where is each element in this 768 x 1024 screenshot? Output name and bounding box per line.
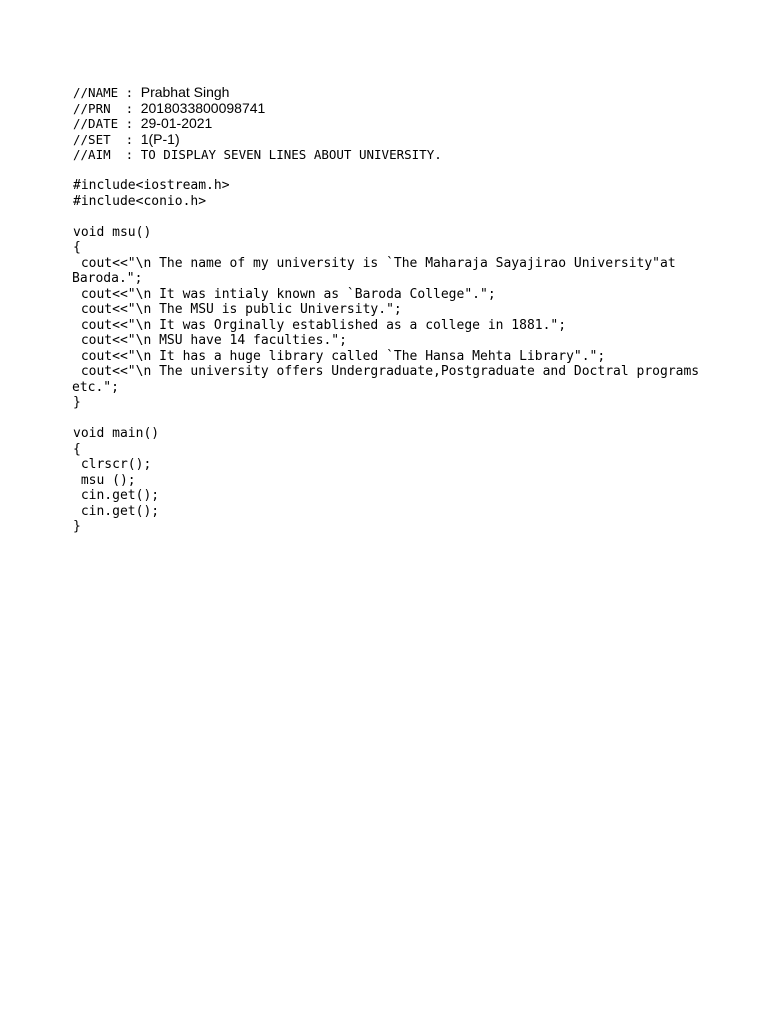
code-statement: cout<<"\n It has a huge library called `The Hansa Mehta Library"."; xyxy=(73,348,606,364)
msu-close-brace: } xyxy=(73,395,81,410)
blank-line xyxy=(73,411,713,427)
header-aim-line xyxy=(73,147,713,163)
code-statement: cin.get(); xyxy=(73,488,160,503)
code-statement: cout<<"\n It was Orginally established as a college in 1881."; xyxy=(73,317,567,333)
code-statement: msu (); xyxy=(73,472,136,488)
code-statement: cin.get(); xyxy=(73,503,160,519)
header-date-line xyxy=(73,116,713,132)
code-statement: cout<<"\n MSU have 14 faculties."; xyxy=(73,333,347,348)
code-statement: clrscr(); xyxy=(73,457,152,472)
code-statement-continuation: etc."; xyxy=(72,379,119,395)
msu-function-signature: void msu() xyxy=(73,224,152,240)
main-open-brace: { xyxy=(73,441,81,457)
include-line: #include<conio.h> xyxy=(73,193,207,209)
date-value: 29-01-2021 xyxy=(140,115,213,131)
set-value: 1(P-1) xyxy=(140,130,180,147)
code-statement-continuation: Baroda."; xyxy=(72,271,143,286)
prn-value: 2018033800098741 xyxy=(140,99,266,116)
msu-open-brace: { xyxy=(73,240,81,255)
aim-value: TO DISPLAY SEVEN LINES ABOUT UNIVERSITY. xyxy=(140,147,442,162)
main-function-signature: void main() xyxy=(73,426,160,441)
header-name-line xyxy=(73,85,713,101)
set-label: //SET : xyxy=(73,131,141,147)
code-statement: cout<<"\n The university offers Undergraduate,Postgraduate and Doctral programs xyxy=(73,364,700,379)
header-set-line xyxy=(73,132,713,148)
header-prn-line xyxy=(73,101,713,117)
blank-line xyxy=(73,209,713,225)
blank-line xyxy=(73,163,713,179)
main-close-brace: } xyxy=(73,519,81,534)
aim-label: //AIM : xyxy=(73,147,141,162)
code-statement: cout<<"\n The MSU is public University."; xyxy=(73,302,402,317)
source-code-block xyxy=(73,85,713,535)
name-value: Prabhat Singh xyxy=(140,84,230,100)
code-statement: cout<<"\n The name of my university is `The Maharaja Sayajirao University"at xyxy=(73,255,676,271)
date-label: //DATE : xyxy=(73,116,141,131)
name-label: //NAME : xyxy=(73,85,141,100)
code-statement: cout<<"\n It was intialy known as `Baroda College"."; xyxy=(73,286,496,302)
prn-label: //PRN : xyxy=(73,100,141,116)
include-line: #include<iostream.h> xyxy=(73,178,230,193)
